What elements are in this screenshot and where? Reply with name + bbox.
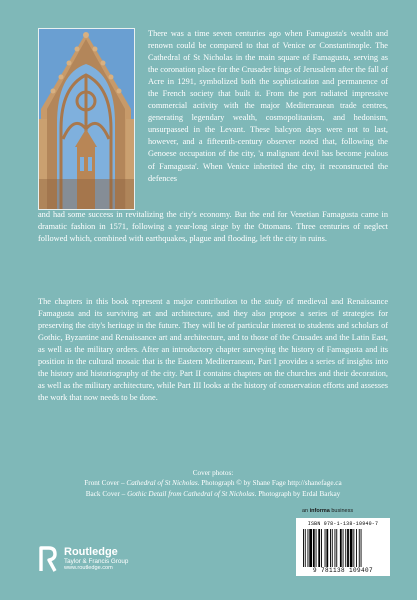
intro-paragraph-continued: and had some success in revitalizing the city's economy. But the end for Venetian Famagusta came in dramatic fashion in 1571, following a year-long siege by the Ottomans. Three centuries of neglect followed which, combined with earthquakes, plague and flooding, left the city in ruins. [38,210,388,244]
isbn-label: ISBN 978-1-138-10940-7 [307,521,379,527]
publisher-name: Routledge [64,546,118,559]
barcode-bar [340,529,342,567]
barcode-bar [335,529,336,567]
barcode-bar [305,529,306,567]
barcode-bar [343,529,344,567]
barcode-bar [325,529,326,567]
barcode-number: 9 781138 109407 [312,567,373,574]
publisher-url[interactable]: www.routledge.com [64,565,113,572]
barcode-bar [345,529,346,567]
cathedral-detail-photo [38,28,135,210]
barcode-bar [321,529,322,567]
barcode-bar [303,529,304,567]
cover-photo-credits [38,468,388,499]
barcode-bar [353,529,354,567]
isbn-barcode [296,518,390,576]
publisher-block [38,544,128,574]
barcode-bar [318,529,320,567]
back-cover-credit: Back Cover – Gothic Detail from Cathedral of St Nicholas. Photograph by Erdal Barkay [85,489,341,498]
barcode-bar [316,529,317,567]
barcode-bar [309,529,312,567]
barcode-bar [332,529,333,567]
chapters-paragraph: The chapters in this book represent a major contribution to the study of medieval and Renaissance Famagusta and its surviving art and architecture, and they also propose a series of strategies for preserving the city's heritage in the future. They will be of particular interest to students and scholars of Gothic, Byzantine and Renaissance art and architecture, and to those of the Crusades and the Latin East, as well as the military orders. After an introductory chapter surveying the history of Famagusta and its position in the cultural mosaic that is the Eastern Mediterranean, Part I provides a series of insights into the history and historiography of the city. Part II contains chapters on the churches and their decoration, as well as the military architecture, while Part III looks at the history of conservation efforts and assesses the work that now needs to be done. [38,297,388,403]
publisher-group: Taylor & Francis Group [64,557,129,565]
barcode-bar [347,529,349,567]
barcode-bar [361,529,362,567]
barcode-bar [326,529,328,567]
barcode-bar [359,529,360,567]
intro-paragraph: There was a time seven centuries ago when Famagusta's wealth and renown could be compared to that of Venice or Constantinople. The Cathedral of St Nicholas in the main square of Famagusta, serving as the coronation place for the Crusader kings of Jerusalem after the fall of Acre in 1291, symbolized both the sophistication and permanence of the French society that built it. From the port radiated impressive commercial activity with the major Mediterranean trade centres, generating legendary wealth, cosmopolitanism, and hedonism, unsurpassed in the Levant. These halcyon days were not to last, however, and a fifteenth-century observer noted that, following the Genoese occupation of the city, 'a malignant devil has become jealous of Famagusta'. When Venice inherited the city, it reconstructed the defences [148,29,388,183]
credits-heading: Cover photos: [192,469,234,477]
barcode-bars [302,529,384,567]
front-cover-credit: Front Cover – Cathedral of St Nicholas. Photograph © by Shane Fage http://shanefage.ca [84,479,342,488]
barcode-bar [330,529,331,567]
barcode-bar [350,529,353,567]
barcode-bar [356,529,357,567]
informa-business-mark: an informa business [302,508,354,514]
barcode-bar [308,529,309,567]
barcode-bar [336,529,337,567]
routledge-logo-icon [38,545,58,573]
barcode-bar [313,529,315,567]
